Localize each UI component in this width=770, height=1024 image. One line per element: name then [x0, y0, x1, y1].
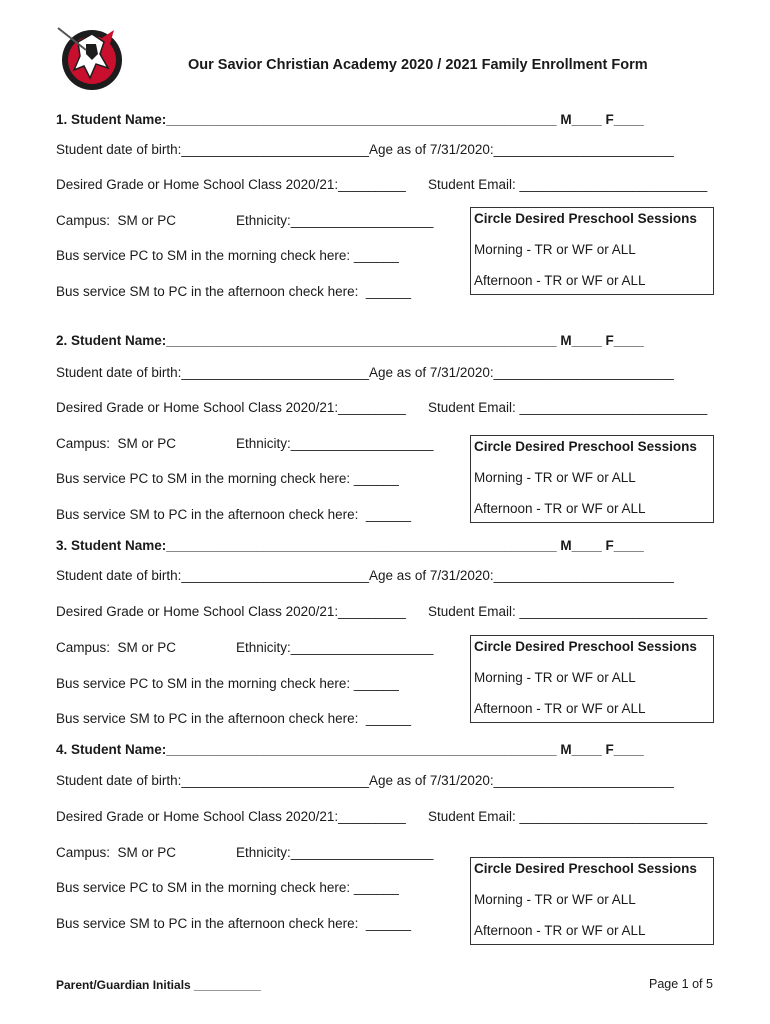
campus-line[interactable]: Campus: SM or PC — [56, 213, 177, 228]
preschool-sessions-title: Circle Desired Preschool Sessions — [474, 211, 697, 226]
student-name-line[interactable]: 1. Student Name:____________________________________________________ M____ F____ — [56, 112, 644, 127]
ethnicity-line[interactable]: Ethnicity:___________________ — [236, 213, 434, 228]
morning-sessions-option[interactable]: Morning - TR or WF or ALL — [474, 892, 636, 907]
student-name-line[interactable]: 4. Student Name:____________________________________________________ M____ F____ — [56, 742, 644, 757]
morning-sessions-option[interactable]: Morning - TR or WF or ALL — [474, 670, 636, 685]
school-logo — [52, 20, 126, 92]
birth-date-line[interactable]: Student date of birth:_________________________Age as of 7/31/2020:________________________ — [56, 365, 674, 380]
morning-sessions-option[interactable]: Morning - TR or WF or ALL — [474, 242, 636, 257]
desired-grade-line[interactable]: Desired Grade or Home School Class 2020/21:_________ — [56, 400, 406, 415]
bus-morning-line[interactable]: Bus service PC to SM in the morning check here: ______ — [56, 880, 399, 895]
afternoon-sessions-option[interactable]: Afternoon - TR or WF or ALL — [474, 701, 646, 716]
campus-line[interactable]: Campus: SM or PC — [56, 640, 177, 655]
birth-date-line[interactable]: Student date of birth:_________________________Age as of 7/31/2020:________________________ — [56, 142, 674, 157]
bus-morning-line[interactable]: Bus service PC to SM in the morning check here: ______ — [56, 676, 399, 691]
preschool-sessions-title: Circle Desired Preschool Sessions — [474, 639, 697, 654]
bus-afternoon-line[interactable]: Bus service SM to PC in the afternoon check here: ______ — [56, 711, 411, 726]
desired-grade-line[interactable]: Desired Grade or Home School Class 2020/21:_________ — [56, 177, 406, 192]
afternoon-sessions-option[interactable]: Afternoon - TR or WF or ALL — [474, 501, 646, 516]
bus-afternoon-line[interactable]: Bus service SM to PC in the afternoon check here: ______ — [56, 284, 411, 299]
student-email-line[interactable]: Student Email: _________________________ — [428, 809, 708, 824]
student-email-line[interactable]: Student Email: _________________________ — [428, 400, 708, 415]
page-title: Our Savior Christian Academy 2020 / 2021 Family Enrollment Form — [188, 57, 648, 73]
desired-grade-line[interactable]: Desired Grade or Home School Class 2020/21:_________ — [56, 809, 406, 824]
bus-afternoon-line[interactable]: Bus service SM to PC in the afternoon check here: ______ — [56, 507, 411, 522]
ethnicity-line[interactable]: Ethnicity:___________________ — [236, 436, 434, 451]
preschool-sessions-title: Circle Desired Preschool Sessions — [474, 439, 697, 454]
bus-afternoon-line[interactable]: Bus service SM to PC in the afternoon check here: ______ — [56, 916, 411, 931]
afternoon-sessions-option[interactable]: Afternoon - TR or WF or ALL — [474, 273, 646, 288]
preschool-sessions-box — [470, 207, 714, 295]
page-number: Page 1 of 5 — [649, 977, 713, 991]
student-email-line[interactable]: Student Email: _________________________ — [428, 604, 708, 619]
birth-date-line[interactable]: Student date of birth:_________________________Age as of 7/31/2020:________________________ — [56, 568, 674, 583]
campus-line[interactable]: Campus: SM or PC — [56, 845, 177, 860]
preschool-sessions-box — [470, 857, 714, 945]
preschool-sessions-box — [470, 635, 714, 723]
ethnicity-line[interactable]: Ethnicity:___________________ — [236, 640, 434, 655]
birth-date-line[interactable]: Student date of birth:_________________________Age as of 7/31/2020:________________________ — [56, 773, 674, 788]
student-name-line[interactable]: 3. Student Name:____________________________________________________ M____ F____ — [56, 538, 644, 553]
preschool-sessions-box — [470, 435, 714, 523]
campus-line[interactable]: Campus: SM or PC — [56, 436, 177, 451]
bus-morning-line[interactable]: Bus service PC to SM in the morning check here: ______ — [56, 471, 399, 486]
afternoon-sessions-option[interactable]: Afternoon - TR or WF or ALL — [474, 923, 646, 938]
bus-morning-line[interactable]: Bus service PC to SM in the morning check here: ______ — [56, 248, 399, 263]
ethnicity-line[interactable]: Ethnicity:___________________ — [236, 845, 434, 860]
morning-sessions-option[interactable]: Morning - TR or WF or ALL — [474, 470, 636, 485]
student-email-line[interactable]: Student Email: _________________________ — [428, 177, 708, 192]
preschool-sessions-title: Circle Desired Preschool Sessions — [474, 861, 697, 876]
student-name-line[interactable]: 2. Student Name:____________________________________________________ M____ F____ — [56, 333, 644, 348]
desired-grade-line[interactable]: Desired Grade or Home School Class 2020/21:_________ — [56, 604, 406, 619]
parent-initials-label: Parent/Guardian Initials __________ — [56, 978, 261, 992]
